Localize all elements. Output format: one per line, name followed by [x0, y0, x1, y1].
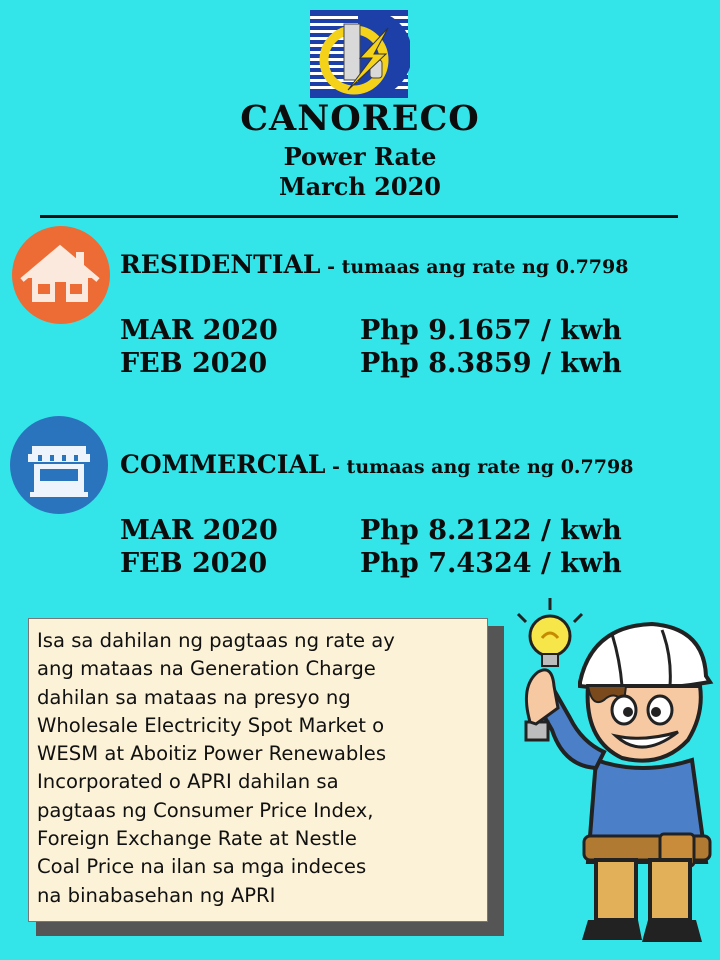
note-line: pagtaas ng Consumer Price Index, — [37, 798, 374, 822]
residential-mar-month: MAR 2020 — [120, 315, 278, 346]
commercial-feb-rate: Php 7.4324 / kwh — [360, 548, 622, 579]
period-label: March 2020 — [279, 172, 441, 201]
note-line: ang mataas na Generation Charge — [37, 657, 376, 681]
note-line: na binabasehan ng APRI — [37, 883, 276, 907]
residential-feb-rate: Php 8.3859 / kwh — [360, 348, 622, 379]
note-line: Wholesale Electricity Spot Market o — [37, 713, 385, 737]
house-icon — [12, 226, 110, 324]
commercial-feb-month: FEB 2020 — [120, 548, 268, 579]
commercial-label: COMMERCIAL — [120, 450, 326, 479]
commercial-mar-month: MAR 2020 — [120, 515, 278, 546]
residential-feb-month: FEB 2020 — [120, 348, 268, 379]
note-line: Foreign Exchange Rate at Nestle — [37, 827, 357, 851]
brand-title: CANORECO — [240, 98, 480, 139]
note-line: dahilan sa mataas na presyo ng — [37, 685, 351, 709]
explanation-note — [28, 618, 488, 922]
note-line: Incorporated o APRI dahilan sa — [37, 770, 339, 794]
note-line: Isa sa dahilan ng pagtaas ng rate ay — [37, 629, 395, 652]
residential-change: - tumaas ang rate ng 0.7798 — [320, 256, 629, 278]
storefront-icon — [10, 416, 108, 514]
commercial-heading — [120, 450, 633, 479]
residential-mar-rate: Php 9.1657 / kwh — [360, 315, 622, 346]
divider — [40, 215, 678, 218]
note-line: WESM at Aboitiz Power Renewables — [37, 742, 387, 766]
electrician-mascot — [492, 590, 720, 950]
canoreco-logo — [308, 8, 410, 100]
residential-heading — [120, 250, 628, 279]
subtitle: Power Rate — [283, 142, 437, 171]
lightbulb-icon — [518, 598, 582, 666]
residential-label: RESIDENTIAL — [120, 250, 321, 279]
commercial-mar-rate: Php 8.2122 / kwh — [360, 515, 622, 546]
note-line: Coal Price na ilan sa mga indeces — [37, 855, 367, 879]
commercial-change: - tumaas ang rate ng 0.7798 — [325, 456, 634, 478]
